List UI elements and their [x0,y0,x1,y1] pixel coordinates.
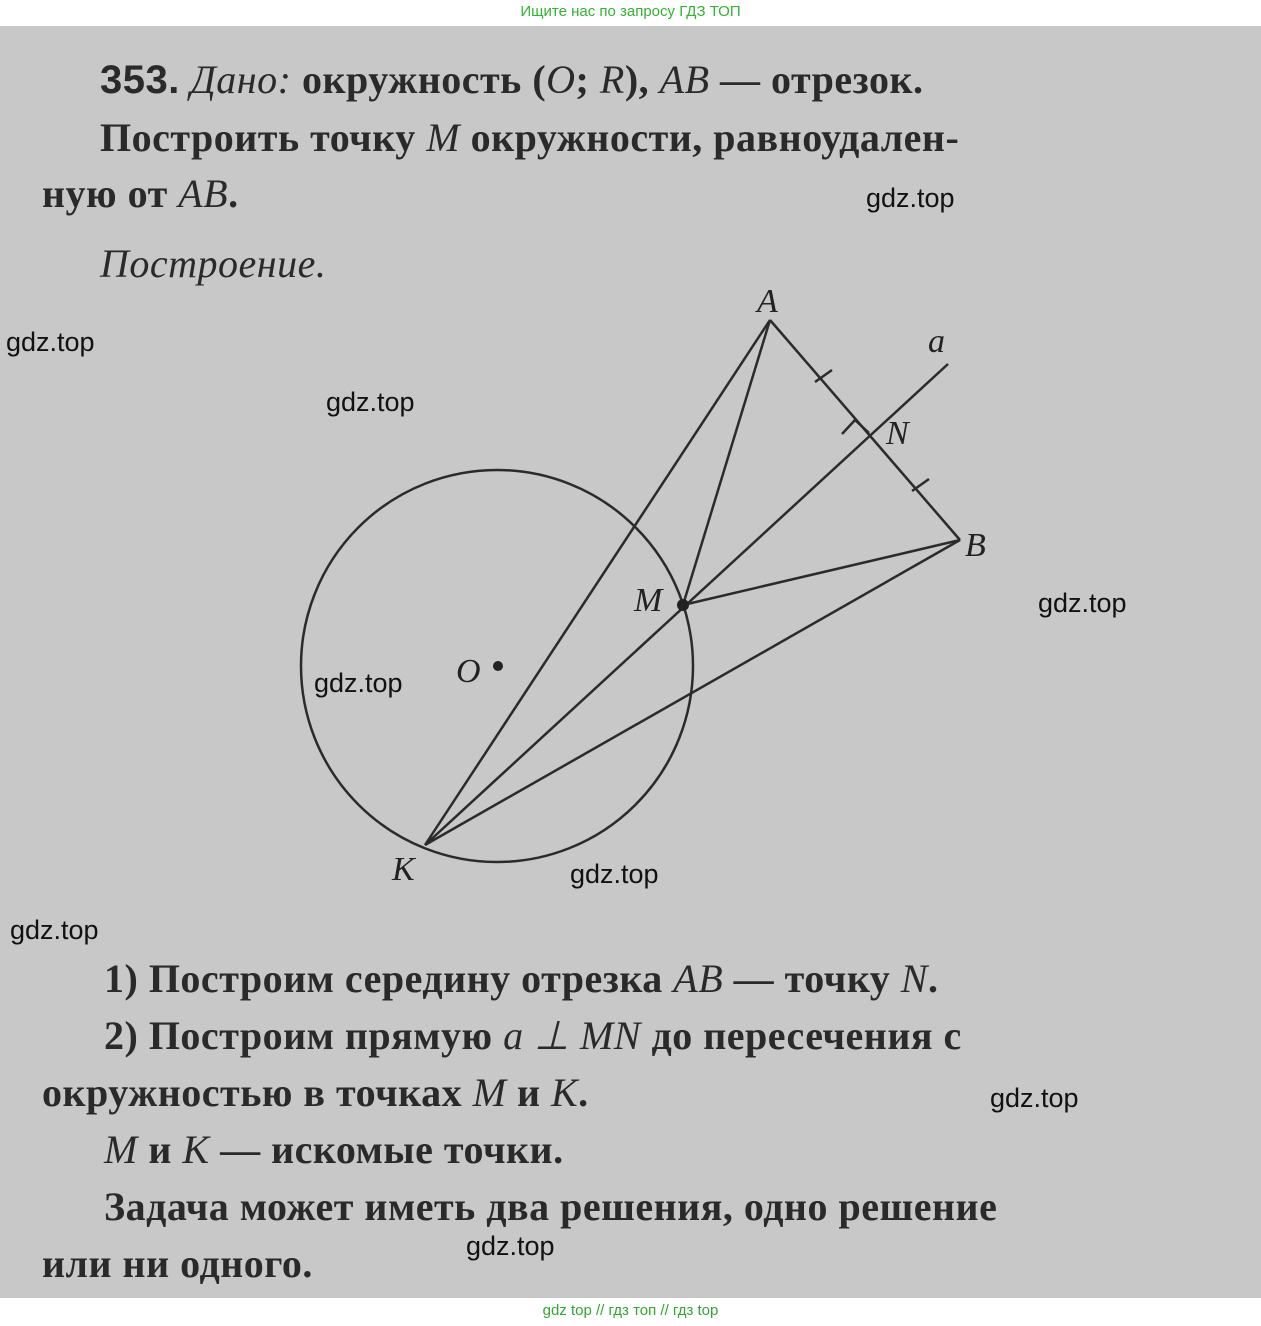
label-o: O [456,653,481,690]
watermark: gdz.top [570,859,659,889]
watermark: gdz.top [6,327,95,357]
top-banner: Ищите нас по запросу ГДЗ ТОП [520,3,741,20]
problem-line-2: Построить точку M окружности, равноудален- [100,115,960,160]
segment-kb [425,540,960,845]
label-n: N [886,415,909,452]
point-m [677,599,689,611]
step-2-continued: окружностью в точках M и K. [42,1070,589,1115]
label-k: K [392,851,415,888]
watermark: gdz.top [990,1083,1079,1113]
problem-line-3: ную от AB. [42,171,239,216]
watermark: gdz.top [866,183,955,213]
watermark: gdz.top [1038,588,1127,618]
tick-mark-nb [912,479,929,491]
given-label: Дано: [190,57,292,102]
label-b: B [965,527,986,564]
step-2: 2) Построим прямую a ⊥ MN до пересечения с [104,1013,962,1058]
step-1: 1) Построим середину отрезка AB — точку N. [104,956,939,1001]
bottom-banner: gdz top // гдз топ // гдз top [542,1302,719,1319]
problem-number: 353. [100,58,180,102]
segment-mb [683,540,960,605]
right-angle-mark [842,420,869,434]
watermark: gdz.top [466,1231,555,1261]
label-m: M [634,582,663,619]
watermark: gdz.top [10,915,99,945]
note-line-1: Задача может иметь два решения, одно решение [104,1184,998,1229]
watermark: gdz.top [314,668,403,698]
construction-title: Построение. [100,241,327,286]
label-a-point: A [757,283,778,320]
point-o [493,661,503,671]
watermark: gdz.top [326,387,415,417]
label-line-a: a [928,323,945,360]
problem-line-1: 353. Дано: окружность (O; R), AB — отрезок. [100,57,924,102]
note-line-2: или ни одного. [42,1241,313,1286]
answer-line: M и K — искомые точки. [104,1127,564,1172]
segment-ma [683,320,770,605]
segment-ka [425,320,770,845]
